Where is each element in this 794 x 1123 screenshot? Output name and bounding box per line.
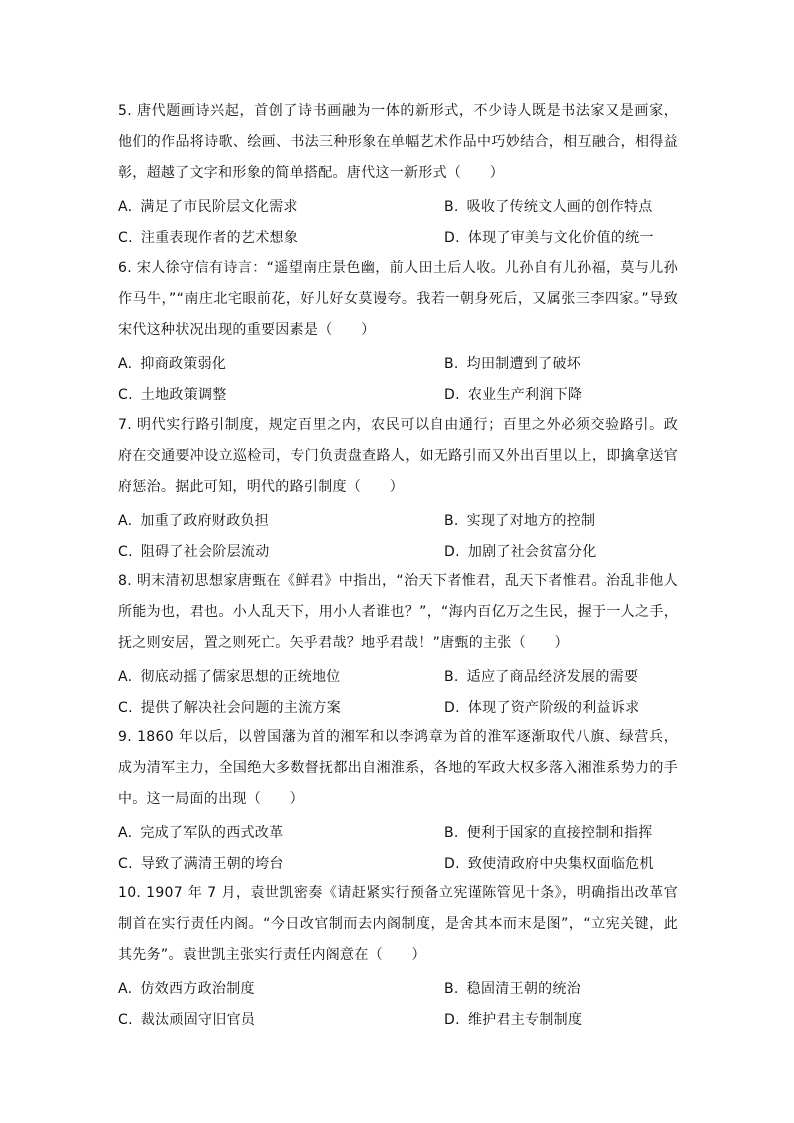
option-b[interactable]: B. 吸收了传统文人画的创作特点 xyxy=(444,199,653,215)
question-9 xyxy=(118,722,678,880)
question-10 xyxy=(118,878,678,1036)
option-c[interactable]: C. 裁汰顽固守旧官员 xyxy=(118,1012,256,1028)
option-b[interactable]: B. 实现了对地方的控制 xyxy=(444,513,596,529)
option-d[interactable]: D. 加剧了社会贫富分化 xyxy=(444,544,597,560)
option-a[interactable]: A. 满足了市民阶层文化需求 xyxy=(118,199,298,215)
option-list xyxy=(118,818,678,880)
question-stem: 9. 1860 年以后，以曾国藩为首的湘军和以李鸿章为首的淮军逐渐取代八旗、绿营兵，成为清军主力，全国绝大多数督抚都出自湘淮系，各地的军政大权多落入湘淮系势力的手中。这一局面的出现（ ） xyxy=(118,729,678,807)
option-c[interactable]: C. 导致了满清王朝的垮台 xyxy=(118,856,284,872)
question-5 xyxy=(118,96,678,254)
option-c[interactable]: C. 土地政策调整 xyxy=(118,387,227,403)
option-list xyxy=(118,506,678,568)
question-stem: 8. 明末清初思想家唐甄在《鲜君》中指出，“治天下者惟君，乱天下者惟君。治乱非他人所能为也，君也。小人乱天下，用小人者谁也？”，“海内百亿万之生民，握于一人之手，抚之则安居，置之则死亡。矢乎君哉？地乎君哉！”唐甄的主张（ ） xyxy=(118,573,678,651)
option-d[interactable]: D. 体现了审美与文化价值的统一 xyxy=(444,230,654,246)
question-6 xyxy=(118,253,678,411)
option-d[interactable]: D. 致使清政府中央集权面临危机 xyxy=(444,856,654,872)
question-8 xyxy=(118,566,678,724)
option-c[interactable]: C. 提供了解决社会问题的主流方案 xyxy=(118,700,342,716)
option-a[interactable]: A. 仿效西方政治制度 xyxy=(118,981,255,997)
option-c[interactable]: C. 注重表现作者的艺术想象 xyxy=(118,230,299,246)
option-d[interactable]: D. 体现了资产阶级的利益诉求 xyxy=(444,700,640,716)
question-7 xyxy=(118,410,678,568)
option-a[interactable]: A. 彻底动摇了儒家思想的正统地位 xyxy=(118,669,341,685)
option-b[interactable]: B. 稳固清王朝的统治 xyxy=(444,981,582,997)
option-a[interactable]: A. 完成了军队的西式改革 xyxy=(118,825,284,841)
option-d[interactable]: D. 维护君主专制制度 xyxy=(444,1012,583,1028)
question-stem: 5. 唐代题画诗兴起，首创了诗书画融为一体的新形式，不少诗人既是书法家又是画家，他们的作品将诗歌、绘画、书法三种形象在单幅艺术作品中巧妙结合，相互融合，相得益彰，超越了文字和形象的简单搭配。唐代这一新形式（ ） xyxy=(118,103,678,181)
option-a[interactable]: A. 加重了政府财政负担 xyxy=(118,513,270,529)
option-list xyxy=(118,974,678,1036)
question-stem: 10. 1907 年 7 月，袁世凯密奏《请赶紧实行预备立宪谨陈管见十条》，明确指出改革官制首在实行责任内阁。“今日改官制而去内阁制度，是舍其本而末是图”，“立宪关键，此其先务”。袁世凯主张实行责任内阁意在（ ） xyxy=(118,885,678,963)
option-list xyxy=(118,349,678,411)
option-a[interactable]: A. 抑商政策弱化 xyxy=(118,356,227,372)
option-list xyxy=(118,192,678,254)
option-c[interactable]: C. 阻碍了社会阶层流动 xyxy=(118,544,270,560)
option-d[interactable]: D. 农业生产利润下降 xyxy=(444,387,583,403)
option-b[interactable]: B. 均田制遭到了破坏 xyxy=(444,356,582,372)
option-b[interactable]: B. 便利于国家的直接控制和指挥 xyxy=(444,825,653,841)
option-list xyxy=(118,662,678,724)
option-b[interactable]: B. 适应了商品经济发展的需要 xyxy=(444,669,639,685)
question-stem: 6. 宋人徐守信有诗言：“遥望南庄景色幽，前人田土后人收。儿孙自有儿孙福，莫与儿孙作马牛，”“南庄北宅眼前花，好儿好女莫谩夸。我若一朝身死后，又属张三李四家。”导致宋代这种状况出现的重要因素是（ ） xyxy=(118,260,678,338)
question-stem: 7. 明代实行路引制度，规定百里之内，农民可以自由通行；百里之外必须交验路引。政府在交通要冲设立巡检司，专门负责盘查路人，如无路引而又外出百里以上，即擒拿送官府惩治。据此可知，明代的路引制度（ ） xyxy=(118,417,678,495)
